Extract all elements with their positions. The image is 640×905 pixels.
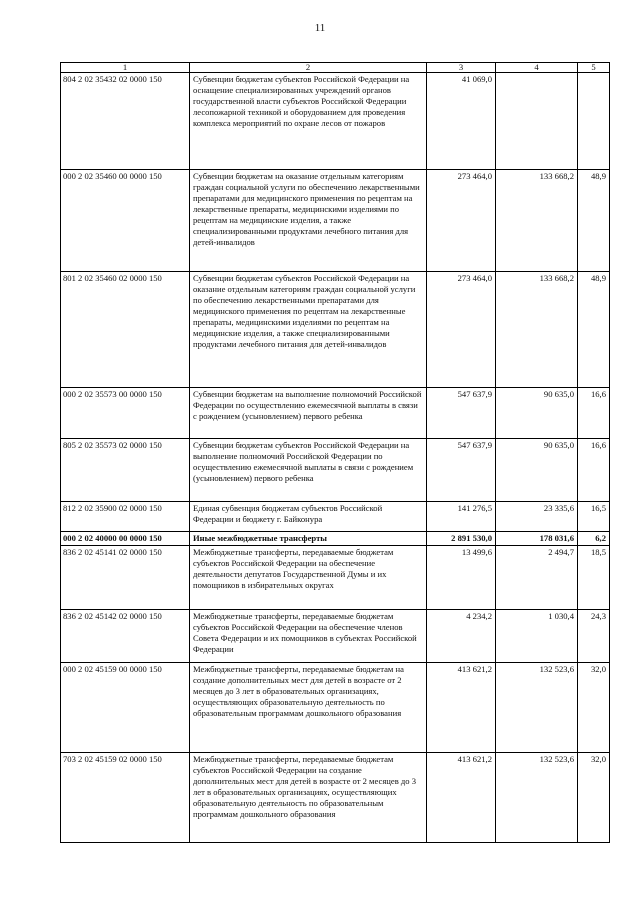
percent-cell: 32,0 [578, 663, 610, 753]
description-cell: Субвенции бюджетам субъектов Российской Федерации на оказание отдельным категориям граждан социальной услуги по обеспечению лекарственными препаратами для медицинского применения по рецептам на лекарственные препараты, медицинскими изделиями по рецептам на медицинские изделия, а также специализированными продуктами лечебного питания для детей-инвалидов [190, 272, 427, 388]
plan-amount-cell: 4 234,2 [427, 610, 496, 663]
percent-cell: 16,5 [578, 502, 610, 532]
table-row [61, 272, 610, 388]
plan-amount-cell: 413 621,2 [427, 753, 496, 843]
actual-amount-cell: 133 668,2 [496, 170, 578, 272]
actual-amount-cell: 2 494,7 [496, 546, 578, 610]
percent-cell: 18,5 [578, 546, 610, 610]
description-cell: Межбюджетные трансферты, передаваемые бюджетам субъектов Российской Федерации на создание дополнительных мест для детей в возрасте от 2 месяцев до 3 лет в образовательных организациях, осуществляющих образовательную деятельность по образовательным программам дошкольного образования [190, 753, 427, 843]
description-cell: Субвенции бюджетам субъектов Российской Федерации на оснащение специализированных учреждений органов государственной власти субъектов Российской Федерации лесопожарной техникой и оборудованием для проведения комплекса мероприятий по охране лесов от пожаров [190, 73, 427, 170]
budget-code-cell: 000 2 02 45159 00 0000 150 [61, 663, 190, 753]
plan-amount-cell: 547 637,9 [427, 439, 496, 502]
table-row [61, 663, 610, 753]
description-cell: Межбюджетные трансферты, передаваемые бюджетам субъектов Российской Федерации на обеспечение деятельности депутатов Государственной Думы и их помощников в избирательных округах [190, 546, 427, 610]
description-cell: Субвенции бюджетам на оказание отдельным категориям граждан социальной услуги по обеспечению лекарственными препаратами для медицинского применения по рецептам на лекарственные препараты, медицинскими изделиями по рецептам на медицинские изделия, а также специализированными продуктами лечебного питания для детей-инвалидов [190, 170, 427, 272]
table-row [61, 73, 610, 170]
plan-amount-cell: 273 464,0 [427, 272, 496, 388]
table-row [61, 502, 610, 532]
actual-amount-cell: 132 523,6 [496, 753, 578, 843]
budget-code-cell: 836 2 02 45141 02 0000 150 [61, 546, 190, 610]
actual-amount-cell: 178 031,6 [496, 532, 578, 546]
table-header-row [61, 63, 610, 73]
plan-amount-cell: 413 621,2 [427, 663, 496, 753]
plan-amount-cell: 141 276,5 [427, 502, 496, 532]
column-header: 3 [427, 63, 496, 73]
budget-code-cell: 000 2 02 35460 00 0000 150 [61, 170, 190, 272]
actual-amount-cell: 1 030,4 [496, 610, 578, 663]
actual-amount-cell: 90 635,0 [496, 388, 578, 439]
plan-amount-cell: 2 891 530,0 [427, 532, 496, 546]
budget-code-cell: 000 2 02 40000 00 0000 150 [61, 532, 190, 546]
description-cell: Межбюджетные трансферты, передаваемые бюджетам на создание дополнительных мест для детей в возрасте от 2 месяцев до 3 лет в образовательных организациях, осуществляющих образовательную деятельность по образовательным программам дошкольного образования [190, 663, 427, 753]
budget-code-cell: 812 2 02 35900 02 0000 150 [61, 502, 190, 532]
table-row [61, 753, 610, 843]
column-header: 2 [190, 63, 427, 73]
budget-code-cell: 805 2 02 35573 02 0000 150 [61, 439, 190, 502]
column-header: 5 [578, 63, 610, 73]
column-header: 1 [61, 63, 190, 73]
description-cell: Межбюджетные трансферты, передаваемые бюджетам субъектов Российской Федерации на обеспечение членов Совета Федерации и их помощников в субъектах Российской Федерации [190, 610, 427, 663]
table-row [61, 388, 610, 439]
actual-amount-cell [496, 73, 578, 170]
actual-amount-cell: 90 635,0 [496, 439, 578, 502]
budget-code-cell: 000 2 02 35573 00 0000 150 [61, 388, 190, 439]
actual-amount-cell: 133 668,2 [496, 272, 578, 388]
description-cell: Субвенции бюджетам на выполнение полномочий Российской Федерации по осуществлению ежемесячной выплаты в связи с рождением (усыновлением) первого ребенка [190, 388, 427, 439]
page-number: 11 [314, 22, 326, 34]
plan-amount-cell: 41 069,0 [427, 73, 496, 170]
percent-cell: 16,6 [578, 439, 610, 502]
table-row [61, 546, 610, 610]
table-row [61, 439, 610, 502]
table-row [61, 610, 610, 663]
percent-cell [578, 73, 610, 170]
budget-code-cell: 804 2 02 35432 02 0000 150 [61, 73, 190, 170]
description-cell: Иные межбюджетные трансферты [190, 532, 427, 546]
budget-code-cell: 703 2 02 45159 02 0000 150 [61, 753, 190, 843]
budget-code-cell: 801 2 02 35460 02 0000 150 [61, 272, 190, 388]
percent-cell: 24,3 [578, 610, 610, 663]
description-cell: Единая субвенция бюджетам субъектов Российской Федерации и бюджету г. Байконура [190, 502, 427, 532]
budget-table [60, 62, 610, 843]
actual-amount-cell: 132 523,6 [496, 663, 578, 753]
budget-code-cell: 836 2 02 45142 02 0000 150 [61, 610, 190, 663]
column-header: 4 [496, 63, 578, 73]
description-cell: Субвенции бюджетам субъектов Российской Федерации на выполнение полномочий Российской Федерации по осуществлению ежемесячной выплаты в связи с рождением (усыновлением) первого ребенка [190, 439, 427, 502]
percent-cell: 6,2 [578, 532, 610, 546]
plan-amount-cell: 273 464,0 [427, 170, 496, 272]
plan-amount-cell: 547 637,9 [427, 388, 496, 439]
table-row-subtotal [61, 532, 610, 546]
percent-cell: 16,6 [578, 388, 610, 439]
percent-cell: 48,9 [578, 170, 610, 272]
percent-cell: 32,0 [578, 753, 610, 843]
actual-amount-cell: 23 335,6 [496, 502, 578, 532]
table-row [61, 170, 610, 272]
plan-amount-cell: 13 499,6 [427, 546, 496, 610]
percent-cell: 48,9 [578, 272, 610, 388]
